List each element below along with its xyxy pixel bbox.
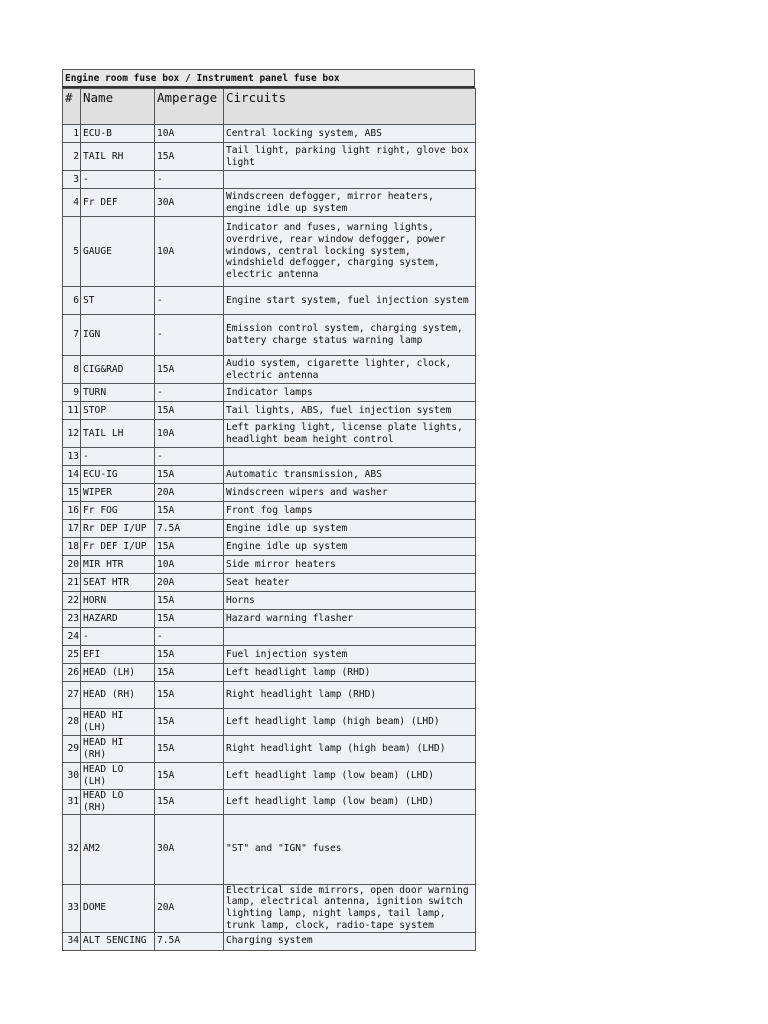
fuse-amperage-cell: 15A <box>155 143 224 171</box>
fuse-amperage-cell: 20A <box>155 884 224 932</box>
table-row <box>63 520 476 538</box>
fuse-amperage-cell: 15A <box>155 610 224 628</box>
fuse-number-cell: 33 <box>63 884 81 932</box>
table-row <box>63 592 476 610</box>
fuse-amperage-cell: 15A <box>155 356 224 384</box>
fuse-circuits-cell: Charging system <box>224 932 476 950</box>
fuse-name-cell: HEAD LO (LH) <box>81 763 155 790</box>
fuse-number-cell: 3 <box>63 171 81 189</box>
header-row <box>63 89 476 125</box>
fuse-amperage-cell: - <box>155 628 224 646</box>
fuse-amperage-cell: 15A <box>155 736 224 763</box>
fuse-circuits-cell: Horns <box>224 592 476 610</box>
fuse-circuits-cell: Audio system, cigarette lighter, clock, electric antenna <box>224 356 476 384</box>
fuse-amperage-cell: 15A <box>155 592 224 610</box>
fuse-name-cell: - <box>81 171 155 189</box>
fuse-amperage-cell: 15A <box>155 466 224 484</box>
table-row <box>63 484 476 502</box>
fuse-amperage-cell: 15A <box>155 646 224 664</box>
fuse-name-cell: CIG&RAD <box>81 356 155 384</box>
fuse-name-cell: DOME <box>81 884 155 932</box>
table-row <box>63 384 476 402</box>
table-row <box>63 884 476 932</box>
fuse-amperage-cell: 15A <box>155 538 224 556</box>
fuse-circuits-cell: Seat heater <box>224 574 476 592</box>
fuse-amperage-cell: 20A <box>155 484 224 502</box>
fuse-name-cell: EFI <box>81 646 155 664</box>
fuse-number-cell: 20 <box>63 556 81 574</box>
table-row <box>63 402 476 420</box>
fuse-number-cell: 29 <box>63 736 81 763</box>
fuse-amperage-cell: - <box>155 287 224 315</box>
fuse-number-cell: 21 <box>63 574 81 592</box>
fuse-amperage-cell: 15A <box>155 402 224 420</box>
fuse-amperage-cell: 15A <box>155 763 224 790</box>
fuse-table-container <box>62 69 475 951</box>
fuse-name-cell: ECU-IG <box>81 466 155 484</box>
table-row <box>63 646 476 664</box>
fuse-number-cell: 31 <box>63 790 81 815</box>
fuse-amperage-cell: 30A <box>155 189 224 217</box>
fuse-circuits-cell: Central locking system, ABS <box>224 125 476 143</box>
table-row <box>63 932 476 950</box>
fuse-name-cell: STOP <box>81 402 155 420</box>
fuse-name-cell: HORN <box>81 592 155 610</box>
fuse-circuits-cell: Front fog lamps <box>224 502 476 520</box>
fuse-number-cell: 14 <box>63 466 81 484</box>
fuse-name-cell: HAZARD <box>81 610 155 628</box>
table-row <box>63 736 476 763</box>
fuse-number-cell: 32 <box>63 814 81 884</box>
fuse-circuits-cell: Electrical side mirrors, open door warning lamp, electrical antenna, ignition switch lighting lamp, night lamps, tail lamp, trunk lamp, clock, radio-tape system <box>224 884 476 932</box>
fuse-name-cell: TAIL RH <box>81 143 155 171</box>
fuse-number-cell: 12 <box>63 420 81 448</box>
fuse-name-cell: SEAT HTR <box>81 574 155 592</box>
fuse-circuits-cell: Indicator lamps <box>224 384 476 402</box>
fuse-circuits-cell: Left headlight lamp (low beam) (LHD) <box>224 790 476 815</box>
fuse-amperage-cell: 7.5A <box>155 932 224 950</box>
fuse-circuits-cell: Left headlight lamp (RHD) <box>224 664 476 682</box>
fuse-circuits-cell <box>224 448 476 466</box>
fuse-amperage-cell: - <box>155 315 224 356</box>
fuse-name-cell: HEAD HI (RH) <box>81 736 155 763</box>
fuse-circuits-cell: Engine idle up system <box>224 520 476 538</box>
header-circuits: Circuits <box>224 89 476 125</box>
table-row <box>63 763 476 790</box>
table-row <box>63 125 476 143</box>
table-row <box>63 502 476 520</box>
fuse-name-cell: - <box>81 448 155 466</box>
fuse-circuits-cell: "ST" and "IGN" fuses <box>224 814 476 884</box>
fuse-circuits-cell <box>224 171 476 189</box>
fuse-circuits-cell: Left headlight lamp (high beam) (LHD) <box>224 709 476 736</box>
fuse-number-cell: 7 <box>63 315 81 356</box>
header-num: # <box>63 89 81 125</box>
fuse-amperage-cell: 15A <box>155 790 224 815</box>
fuse-number-cell: 9 <box>63 384 81 402</box>
fuse-name-cell: Rr DEP I/UP <box>81 520 155 538</box>
table-row <box>63 420 476 448</box>
fuse-number-cell: 2 <box>63 143 81 171</box>
fuse-circuits-cell: Right headlight lamp (high beam) (LHD) <box>224 736 476 763</box>
fuse-circuits-cell: Tail lights, ABS, fuel injection system <box>224 402 476 420</box>
table-row <box>63 664 476 682</box>
fuse-circuits-cell <box>224 628 476 646</box>
fuse-name-cell: ST <box>81 287 155 315</box>
fuse-number-cell: 15 <box>63 484 81 502</box>
fuse-name-cell: TURN <box>81 384 155 402</box>
table-row <box>63 709 476 736</box>
fuse-number-cell: 22 <box>63 592 81 610</box>
fuse-name-cell: AM2 <box>81 814 155 884</box>
fuse-amperage-cell: - <box>155 384 224 402</box>
fuse-number-cell: 8 <box>63 356 81 384</box>
fuse-circuits-cell: Tail light, parking light right, glove box light <box>224 143 476 171</box>
fuse-number-cell: 23 <box>63 610 81 628</box>
fuse-name-cell: Fr DEF <box>81 189 155 217</box>
table-row <box>63 628 476 646</box>
fuse-table <box>62 88 476 951</box>
fuse-amperage-cell: 10A <box>155 217 224 287</box>
fuse-name-cell: HEAD (RH) <box>81 682 155 709</box>
fuse-amperage-cell: 15A <box>155 709 224 736</box>
table-row <box>63 814 476 884</box>
table-row <box>63 356 476 384</box>
fuse-circuits-cell: Indicator and fuses, warning lights, overdrive, rear window defogger, power windows, central locking system, windshield defogger, charging system, electric antenna <box>224 217 476 287</box>
table-row <box>63 556 476 574</box>
fuse-name-cell: HEAD LO (RH) <box>81 790 155 815</box>
fuse-name-cell: Fr DEF I/UP <box>81 538 155 556</box>
fuse-number-cell: 27 <box>63 682 81 709</box>
fuse-name-cell: ALT SENCING <box>81 932 155 950</box>
fuse-number-cell: 6 <box>63 287 81 315</box>
fuse-number-cell: 16 <box>63 502 81 520</box>
fuse-circuits-cell: Left headlight lamp (low beam) (LHD) <box>224 763 476 790</box>
fuse-number-cell: 5 <box>63 217 81 287</box>
fuse-amperage-cell: 10A <box>155 420 224 448</box>
fuse-circuits-cell: Side mirror heaters <box>224 556 476 574</box>
fuse-name-cell: Fr FOG <box>81 502 155 520</box>
fuse-number-cell: 11 <box>63 402 81 420</box>
table-row <box>63 315 476 356</box>
table-row <box>63 189 476 217</box>
fuse-number-cell: 30 <box>63 763 81 790</box>
fuse-circuits-cell: Windscreen wipers and washer <box>224 484 476 502</box>
fuse-amperage-cell: 10A <box>155 556 224 574</box>
fuse-circuits-cell: Left parking light, license plate lights, headlight beam height control <box>224 420 476 448</box>
table-row <box>63 466 476 484</box>
header-amperage: Amperage <box>155 89 224 125</box>
fuse-circuits-cell: Hazard warning flasher <box>224 610 476 628</box>
table-row <box>63 143 476 171</box>
table-row <box>63 448 476 466</box>
table-row <box>63 682 476 709</box>
table-row <box>63 287 476 315</box>
fuse-circuits-cell: Windscreen defogger, mirror heaters, engine idle up system <box>224 189 476 217</box>
fuse-amperage-cell: 15A <box>155 664 224 682</box>
fuse-name-cell: WIPER <box>81 484 155 502</box>
fuse-number-cell: 4 <box>63 189 81 217</box>
fuse-number-cell: 28 <box>63 709 81 736</box>
fuse-circuits-cell: Engine start system, fuel injection system <box>224 287 476 315</box>
fuse-amperage-cell: - <box>155 448 224 466</box>
fuse-name-cell: TAIL LH <box>81 420 155 448</box>
fuse-circuits-cell: Automatic transmission, ABS <box>224 466 476 484</box>
fuse-amperage-cell: 15A <box>155 682 224 709</box>
fuse-amperage-cell: 7.5A <box>155 520 224 538</box>
fuse-number-cell: 34 <box>63 932 81 950</box>
fuse-rows <box>63 125 476 951</box>
fuse-number-cell: 13 <box>63 448 81 466</box>
fuse-amperage-cell: - <box>155 171 224 189</box>
fuse-number-cell: 25 <box>63 646 81 664</box>
fuse-number-cell: 24 <box>63 628 81 646</box>
fuse-name-cell: IGN <box>81 315 155 356</box>
table-row <box>63 574 476 592</box>
fuse-number-cell: 26 <box>63 664 81 682</box>
table-row <box>63 171 476 189</box>
fuse-name-cell: HEAD (LH) <box>81 664 155 682</box>
fuse-name-cell: MIR HTR <box>81 556 155 574</box>
fuse-amperage-cell: 15A <box>155 502 224 520</box>
table-caption: Engine room fuse box / Instrument panel fuse box <box>62 69 475 88</box>
table-row <box>63 790 476 815</box>
fuse-circuits-cell: Emission control system, charging system, battery charge status warning lamp <box>224 315 476 356</box>
fuse-name-cell: - <box>81 628 155 646</box>
fuse-number-cell: 18 <box>63 538 81 556</box>
header-name: Name <box>81 89 155 125</box>
fuse-number-cell: 1 <box>63 125 81 143</box>
table-row <box>63 610 476 628</box>
fuse-name-cell: GAUGE <box>81 217 155 287</box>
table-row <box>63 538 476 556</box>
fuse-amperage-cell: 30A <box>155 814 224 884</box>
fuse-amperage-cell: 20A <box>155 574 224 592</box>
table-row <box>63 217 476 287</box>
fuse-name-cell: ECU-B <box>81 125 155 143</box>
fuse-name-cell: HEAD HI (LH) <box>81 709 155 736</box>
fuse-circuits-cell: Fuel injection system <box>224 646 476 664</box>
fuse-amperage-cell: 10A <box>155 125 224 143</box>
fuse-circuits-cell: Engine idle up system <box>224 538 476 556</box>
fuse-number-cell: 17 <box>63 520 81 538</box>
fuse-circuits-cell: Right headlight lamp (RHD) <box>224 682 476 709</box>
